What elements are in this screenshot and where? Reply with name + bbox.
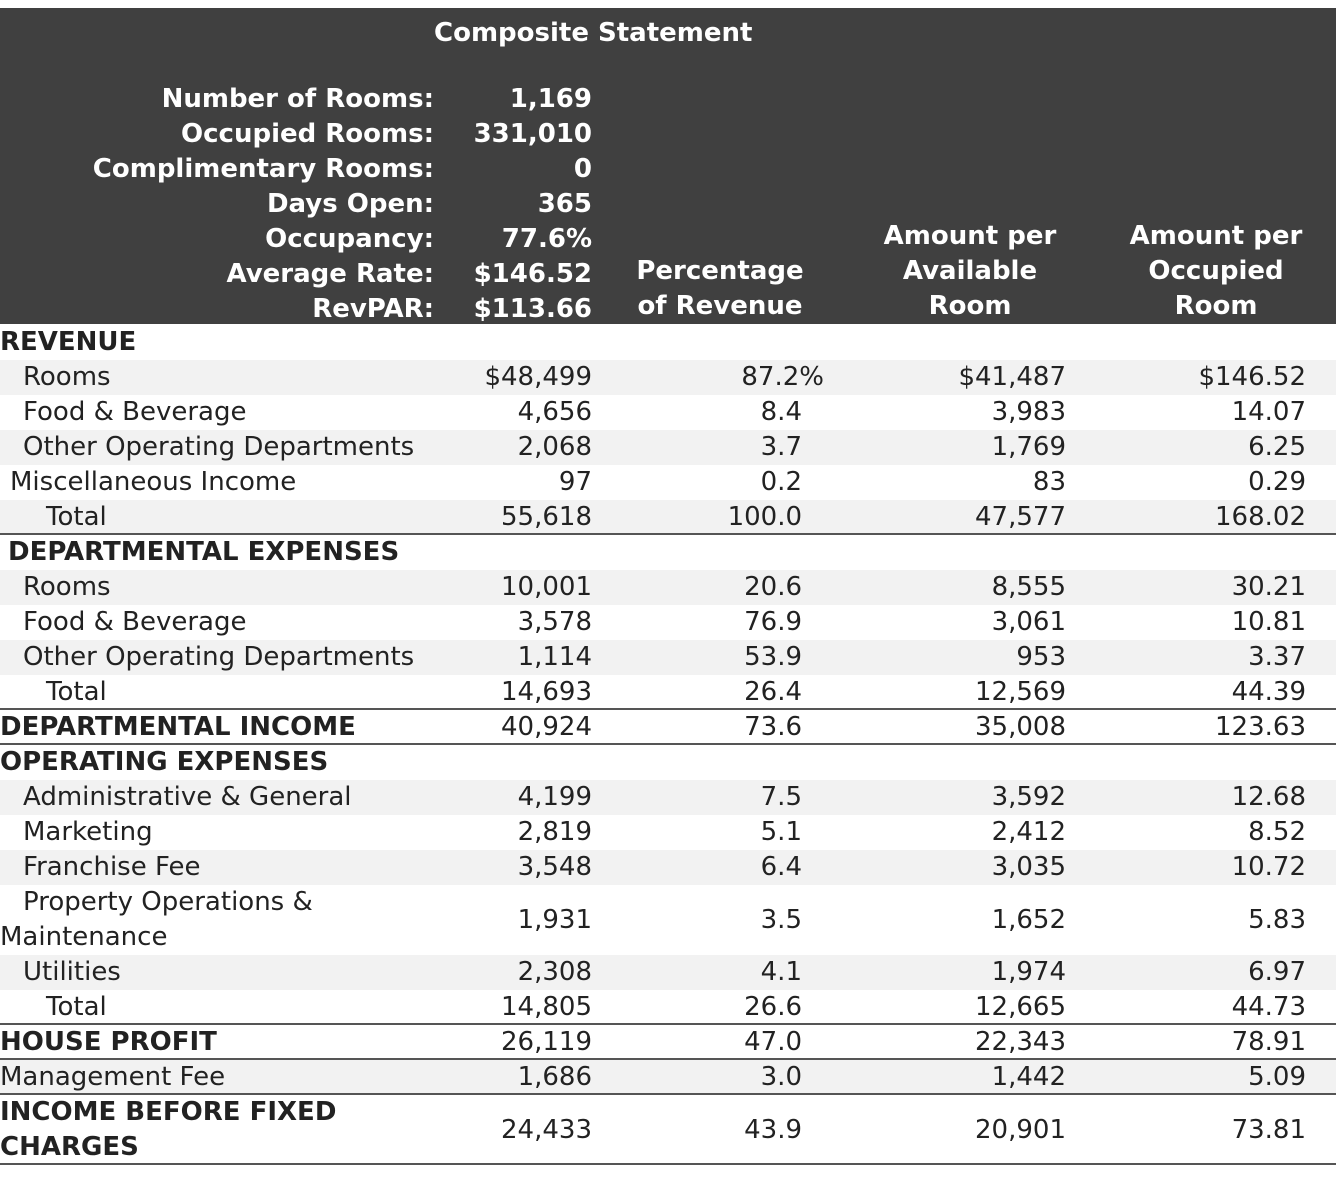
- stat-label: Number of Rooms:: [161, 84, 434, 114]
- stat-days-open: [0, 185, 600, 220]
- cell-per-available-room: 953: [1016, 642, 1066, 672]
- table-row: [0, 955, 1336, 990]
- row-label: REVENUE: [0, 327, 137, 357]
- cell-per-occupied-room: 12.68: [1231, 782, 1306, 812]
- divider-line: [0, 1163, 1336, 1165]
- column-header-per-available-room: Amount per Available Room: [883, 221, 1057, 321]
- cell-amount: 1,114: [517, 642, 592, 672]
- row-label: Total: [46, 992, 107, 1022]
- cell-per-occupied-room: 0.29: [1248, 467, 1306, 497]
- cell-per-available-room: 1,769: [991, 432, 1066, 462]
- table-row: [0, 885, 1336, 955]
- cell-per-available-room: 1,442: [991, 1062, 1066, 1092]
- table-row: [0, 640, 1336, 675]
- cell-per-occupied-room: 8.52: [1248, 817, 1306, 847]
- cell-per-available-room: 47,577: [975, 502, 1066, 532]
- stat-number-of-rooms: [0, 80, 600, 115]
- cell-per-available-room: 35,008: [975, 712, 1066, 742]
- cell-per-available-room: 12,569: [975, 677, 1066, 707]
- cell-per-occupied-room: 30.21: [1231, 572, 1306, 602]
- cell-percentage: 7.5: [760, 782, 802, 812]
- cell-amount: 24,433: [501, 1115, 592, 1145]
- cell-amount: 2,308: [517, 957, 592, 987]
- column-header-per-occupied-room: Amount per Occupied Room: [1129, 221, 1303, 321]
- table-row-house-profit: [0, 1025, 1336, 1059]
- cell-per-available-room: 12,665: [975, 992, 1066, 1022]
- table-row-total: [0, 675, 1336, 709]
- column-header-percentage: Percentage of Revenue: [636, 256, 804, 321]
- cell-per-available-room: 1,974: [991, 957, 1066, 987]
- cell-amount: 10,001: [501, 572, 592, 602]
- table-row: [0, 780, 1336, 815]
- stat-label: Average Rate:: [226, 259, 434, 289]
- cell-per-occupied-room: 73.81: [1231, 1115, 1306, 1145]
- cell-per-available-room: 1,652: [991, 905, 1066, 935]
- stat-complimentary-rooms: [0, 150, 600, 185]
- cell-percentage: 26.6: [744, 992, 802, 1022]
- cell-percentage: 47.0: [744, 1027, 802, 1057]
- cell-amount: 14,805: [501, 992, 592, 1022]
- cell-per-available-room: 3,035: [991, 852, 1066, 882]
- stat-occupied-rooms: [0, 115, 600, 150]
- cell-amount: 97: [558, 467, 592, 497]
- row-label: Other Operating Departments: [23, 432, 415, 462]
- cell-percentage: 8.4: [760, 397, 802, 427]
- cell-per-occupied-room: 168.02: [1215, 502, 1306, 532]
- cell-percentage: 76.9: [744, 607, 802, 637]
- cell-amount: 4,199: [517, 782, 592, 812]
- cell-amount: 3,578: [517, 607, 592, 637]
- cell-percentage: 5.1: [760, 817, 802, 847]
- cell-amount: 26,119: [501, 1027, 592, 1057]
- cell-per-occupied-room: $146.52: [1198, 362, 1306, 392]
- cell-percentage: 53.9: [744, 642, 802, 672]
- cell-amount: $48,499: [484, 362, 592, 392]
- cell-percentage: 43.9: [744, 1115, 802, 1145]
- cell-per-occupied-room: 3.37: [1248, 642, 1306, 672]
- table-row: [0, 360, 1336, 395]
- table-row: [0, 465, 1336, 500]
- cell-percentage: 3.5: [760, 905, 802, 935]
- cell-per-occupied-room: 6.25: [1248, 432, 1306, 462]
- stat-label: Days Open:: [266, 189, 434, 219]
- cell-per-occupied-room: 5.09: [1248, 1062, 1306, 1092]
- row-label: Administrative & General: [23, 782, 352, 812]
- row-label: INCOME BEFORE FIXED CHARGES: [0, 1097, 337, 1162]
- table-row-income-before-fixed-charges: [0, 1095, 1336, 1163]
- table-row-total: [0, 500, 1336, 534]
- table-row: [0, 430, 1336, 465]
- cell-per-occupied-room: 44.73: [1231, 992, 1306, 1022]
- row-label: Rooms: [23, 572, 111, 602]
- cell-amount: 4,656: [517, 397, 592, 427]
- cell-amount: 14,693: [501, 677, 592, 707]
- cell-per-occupied-room: 10.81: [1231, 607, 1306, 637]
- cell-per-occupied-room: 10.72: [1231, 852, 1306, 882]
- stat-value: $113.66: [473, 294, 592, 324]
- cell-per-available-room: 20,901: [975, 1115, 1066, 1145]
- section-operating-expenses: [0, 745, 1336, 780]
- cell-amount: 3,548: [517, 852, 592, 882]
- row-label: Total: [46, 677, 107, 707]
- cell-percentage: 6.4: [760, 852, 802, 882]
- cell-per-occupied-room: 123.63: [1215, 712, 1306, 742]
- statement-header: [0, 8, 1336, 324]
- cell-per-available-room: 3,983: [991, 397, 1066, 427]
- cell-percentage: 0.2: [760, 467, 802, 497]
- cell-percentage: 26.4: [744, 677, 802, 707]
- table-row: [0, 850, 1336, 885]
- cell-percentage: 100.0: [727, 502, 802, 532]
- cell-percentage: 4.1: [760, 957, 802, 987]
- row-label: Franchise Fee: [23, 852, 201, 882]
- cell-amount: 2,068: [517, 432, 592, 462]
- row-label: Total: [46, 502, 107, 532]
- cell-per-occupied-room: 78.91: [1231, 1027, 1306, 1057]
- cell-per-available-room: $41,487: [958, 362, 1066, 392]
- table-row-total: [0, 990, 1336, 1024]
- row-label: Other Operating Departments: [23, 642, 415, 672]
- cell-percentage: 3.0: [760, 1062, 802, 1092]
- table-row: [0, 815, 1336, 850]
- cell-per-available-room: 2,412: [991, 817, 1066, 847]
- table-row: [0, 395, 1336, 430]
- table-row-departmental-income: [0, 710, 1336, 744]
- cell-per-available-room: 3,592: [991, 782, 1066, 812]
- stat-label: RevPAR:: [312, 294, 434, 324]
- stat-value: $146.52: [473, 259, 592, 289]
- cell-per-available-room: 22,343: [975, 1027, 1066, 1057]
- stat-value: 0: [573, 154, 592, 184]
- cell-per-occupied-room: 14.07: [1231, 397, 1306, 427]
- section-departmental-expenses: [0, 535, 1336, 570]
- cell-percentage: 73.6: [744, 712, 802, 742]
- section-revenue: [0, 325, 1336, 360]
- row-label: HOUSE PROFIT: [0, 1027, 217, 1057]
- row-label: Marketing: [23, 817, 153, 847]
- cell-percentage: 3.7: [760, 432, 802, 462]
- row-label: Miscellaneous Income: [10, 467, 297, 497]
- cell-per-occupied-room: 6.97: [1248, 957, 1306, 987]
- cell-amount: 55,618: [501, 502, 592, 532]
- row-label: DEPARTMENTAL EXPENSES: [8, 537, 400, 567]
- stat-label: Occupancy:: [265, 224, 434, 254]
- stat-average-rate: [0, 255, 600, 290]
- stat-revpar: [0, 290, 600, 325]
- table-row: [0, 570, 1336, 605]
- cell-amount: 2,819: [517, 817, 592, 847]
- cell-amount: 1,686: [517, 1062, 592, 1092]
- cell-per-available-room: 8,555: [991, 572, 1066, 602]
- table-row: [0, 605, 1336, 640]
- row-label: Rooms: [23, 362, 111, 392]
- row-label: DEPARTMENTAL INCOME: [0, 712, 356, 742]
- stat-label: Occupied Rooms:: [181, 119, 434, 149]
- cell-percentage: 20.6: [744, 572, 802, 602]
- cell-per-available-room: 3,061: [991, 607, 1066, 637]
- row-label: OPERATING EXPENSES: [0, 747, 329, 777]
- stat-value: 365: [537, 189, 592, 219]
- cell-per-occupied-room: 44.39: [1231, 677, 1306, 707]
- stat-occupancy: [0, 220, 600, 255]
- stat-value: 77.6%: [501, 224, 592, 254]
- cell-amount: 40,924: [501, 712, 592, 742]
- table-row-management-fee: [0, 1060, 1336, 1094]
- row-label: Management Fee: [0, 1062, 226, 1092]
- statement-title: Composite Statement: [434, 18, 753, 48]
- row-label: Food & Beverage: [23, 397, 247, 427]
- cell-amount: 1,931: [517, 905, 592, 935]
- cell-percentage: 87.2%: [741, 362, 824, 392]
- cell-per-available-room: 83: [1032, 467, 1066, 497]
- row-label: Utilities: [23, 957, 121, 987]
- row-label: Property Operations & Maintenance: [0, 887, 313, 952]
- row-label: Food & Beverage: [23, 607, 247, 637]
- stat-value: 331,010: [473, 119, 592, 149]
- stat-label: Complimentary Rooms:: [92, 154, 434, 184]
- cell-per-occupied-room: 5.83: [1248, 905, 1306, 935]
- stat-value: 1,169: [509, 84, 592, 114]
